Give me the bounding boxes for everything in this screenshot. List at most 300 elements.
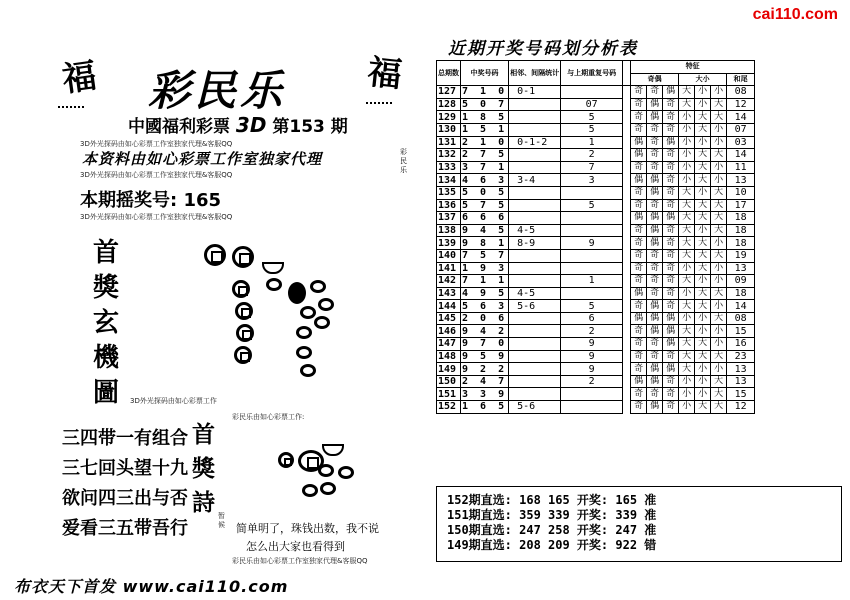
gap-cell <box>623 401 631 414</box>
winning-number-cell: 1 6 5 <box>462 401 508 413</box>
relation-cell <box>509 161 561 174</box>
issue-cell: 137 <box>437 212 461 225</box>
repeat-cell: 1 <box>561 275 623 288</box>
winning-number-cell: 1 5 1 <box>462 124 508 136</box>
issue-cell: 127 <box>437 86 461 99</box>
trait-cell: 小 <box>679 262 695 275</box>
relation-cell <box>509 388 561 401</box>
trait-cell: 小 <box>679 375 695 388</box>
gap-cell <box>623 86 631 99</box>
trait-cell: 大 <box>679 363 695 376</box>
sum-tail-cell: 16 <box>727 338 755 351</box>
relation-cell <box>509 262 561 275</box>
table-body <box>437 86 755 413</box>
winning-number-cell: 5 7 5 <box>462 199 508 211</box>
trait-cell: 偶 <box>663 325 679 338</box>
lantern-icon <box>366 88 392 104</box>
gap-cell <box>623 312 631 325</box>
trait-cell: 小 <box>695 98 711 111</box>
trait-cell: 大 <box>711 388 727 401</box>
trait-cell: 奇 <box>663 249 679 262</box>
issue-cell: 146 <box>437 325 461 338</box>
sum-tail-cell: 11 <box>727 161 755 174</box>
issue-cell: 129 <box>437 111 461 124</box>
trait-cell: 偶 <box>663 338 679 351</box>
repeat-cell <box>561 388 623 401</box>
sum-tail-cell: 15 <box>727 388 755 401</box>
footer-site[interactable]: 布衣天下首发 www.cai110.com <box>14 577 289 596</box>
trait-cell: 小 <box>695 388 711 401</box>
trait-cell: 奇 <box>647 275 663 288</box>
trait-cell: 大 <box>695 123 711 136</box>
repeat-cell <box>561 186 623 199</box>
lottery-name: 中國福利彩票 <box>128 117 230 137</box>
issue-cell: 131 <box>437 136 461 149</box>
trait-cell: 大 <box>679 199 695 212</box>
trait-cell: 大 <box>711 375 727 388</box>
trait-cell: 偶 <box>647 363 663 376</box>
poem-title-char: 獎 <box>192 455 215 482</box>
trait-cell: 小 <box>695 375 711 388</box>
issue-cell: 130 <box>437 123 461 136</box>
gap-cell <box>623 375 631 388</box>
sum-tail-cell: 19 <box>727 249 755 262</box>
table-row <box>437 249 755 262</box>
trait-cell: 小 <box>695 86 711 99</box>
sum-tail-cell: 15 <box>727 325 755 338</box>
winning-number-cell: 5 0 7 <box>462 99 508 111</box>
gap-cell <box>623 287 631 300</box>
table-row <box>437 86 755 99</box>
issue-cell: 152 <box>437 401 461 414</box>
sum-tail-cell: 13 <box>727 174 755 187</box>
puzzle-title <box>88 236 124 411</box>
fine-print: 彩民乐由如心彩票工作室独家代理&客服QQ <box>232 557 368 565</box>
gap-cell <box>623 161 631 174</box>
agent-line: 本资料由如心彩票工作室独家代理 <box>82 150 323 168</box>
trait-cell: 大 <box>695 401 711 414</box>
trait-cell: 偶 <box>631 287 647 300</box>
bead-icon <box>300 364 316 377</box>
repeat-cell: 6 <box>561 312 623 325</box>
trait-cell: 小 <box>711 123 727 136</box>
table-row <box>437 262 755 275</box>
winning-number-cell: 4 9 5 <box>462 287 508 299</box>
sum-tail-cell: 14 <box>727 300 755 313</box>
relation-cell <box>509 375 561 388</box>
table-row <box>437 338 755 351</box>
trait-cell: 小 <box>679 388 695 401</box>
relation-cell <box>509 149 561 162</box>
trait-cell: 奇 <box>631 224 647 237</box>
sum-tail-cell: 14 <box>727 149 755 162</box>
hint-line: 怎么出大家也看得到 <box>246 540 345 553</box>
winning-number-cell: 2 0 6 <box>462 313 508 325</box>
repeat-cell: 9 <box>561 350 623 363</box>
trait-cell: 奇 <box>631 401 647 414</box>
trait-cell: 大 <box>695 350 711 363</box>
table-row <box>437 363 755 376</box>
winning-number-cell: 1 9 3 <box>462 262 508 274</box>
trait-cell: 奇 <box>647 262 663 275</box>
sum-tail-cell: 18 <box>727 212 755 225</box>
trait-cell: 大 <box>679 224 695 237</box>
trait-cell: 奇 <box>631 86 647 99</box>
trait-cell: 奇 <box>631 350 647 363</box>
puzzle-title-char: 圖 <box>92 378 119 408</box>
trait-cell: 小 <box>695 136 711 149</box>
header-winning: 中奖号码 <box>461 61 509 86</box>
ingot-icon <box>322 444 344 456</box>
trait-cell: 偶 <box>647 401 663 414</box>
fine-print: 3D外光探码由如心彩票工作室独家代理&客服QQ <box>80 213 233 221</box>
trait-cell: 大 <box>695 161 711 174</box>
trait-cell: 大 <box>679 350 695 363</box>
trait-cell: 偶 <box>647 300 663 313</box>
lantern-icon <box>58 92 84 108</box>
issue-cell: 135 <box>437 186 461 199</box>
trait-cell: 奇 <box>647 199 663 212</box>
gap-cell <box>623 186 631 199</box>
issue-cell: 138 <box>437 224 461 237</box>
bead-icon <box>266 278 282 291</box>
winning-number-cell: 5 0 5 <box>462 187 508 199</box>
header-repeat: 与上期重复号码 <box>561 61 623 86</box>
fine-print: 3D外光探码由如心彩票工作 <box>130 397 217 405</box>
trait-cell: 小 <box>679 123 695 136</box>
trait-cell: 小 <box>711 174 727 187</box>
sum-tail-cell: 10 <box>727 186 755 199</box>
repeat-cell: 2 <box>561 375 623 388</box>
trait-cell: 大 <box>711 111 727 124</box>
issue-cell: 151 <box>437 388 461 401</box>
trait-cell: 大 <box>679 212 695 225</box>
trait-cell: 奇 <box>631 325 647 338</box>
trait-cell: 奇 <box>631 111 647 124</box>
trait-cell: 偶 <box>647 212 663 225</box>
table-row <box>437 375 755 388</box>
table-row <box>437 325 755 338</box>
table-row <box>437 300 755 313</box>
coin-icon <box>234 346 252 364</box>
sum-tail-cell: 13 <box>727 375 755 388</box>
coin-icon <box>232 280 250 298</box>
bead-icon <box>320 482 336 495</box>
table-row <box>437 287 755 300</box>
trait-cell: 大 <box>695 174 711 187</box>
header-odd-even: 奇偶 <box>631 73 679 86</box>
trait-cell: 偶 <box>647 111 663 124</box>
gap-cell <box>623 111 631 124</box>
trait-cell: 小 <box>711 325 727 338</box>
bead-icon <box>300 306 316 319</box>
sum-tail-cell: 08 <box>727 86 755 99</box>
site-link[interactable]: cai110.com <box>752 6 838 23</box>
trait-cell: 奇 <box>631 161 647 174</box>
trait-cell: 小 <box>679 287 695 300</box>
poem-text <box>62 424 188 544</box>
trait-cell: 大 <box>679 300 695 313</box>
fine-print: 3D外光探码由如心彩票工作室独家代理&客服QQ <box>80 171 233 179</box>
puzzle-title-char: 首 <box>92 238 119 268</box>
trait-cell: 大 <box>711 186 727 199</box>
poem-line: 三七回头望十九 <box>62 458 188 479</box>
trait-cell: 大 <box>679 338 695 351</box>
coin-icon <box>235 302 253 320</box>
trait-cell: 奇 <box>647 149 663 162</box>
table-row <box>437 388 755 401</box>
trait-cell: 偶 <box>647 186 663 199</box>
trait-cell: 奇 <box>647 338 663 351</box>
trait-cell: 偶 <box>647 174 663 187</box>
side-tag: 彩民乐 <box>400 148 407 174</box>
sum-tail-cell: 12 <box>727 401 755 414</box>
table-row <box>437 123 755 136</box>
repeat-cell <box>561 212 623 225</box>
hint-line: 简单明了，珠钱出数，我不说 <box>236 522 379 535</box>
winning-number-cell: 2 4 7 <box>462 376 508 388</box>
trait-cell: 小 <box>679 111 695 124</box>
relation-cell <box>509 338 561 351</box>
header-features: 特征 <box>631 61 755 74</box>
trait-cell: 奇 <box>631 199 647 212</box>
poem-line: 爱看三五带吾行 <box>62 518 188 539</box>
issue-cell: 128 <box>437 98 461 111</box>
issue-cell: 147 <box>437 338 461 351</box>
gap-cell <box>623 363 631 376</box>
trait-cell: 奇 <box>647 161 663 174</box>
bead-icon <box>296 326 312 339</box>
trait-cell: 大 <box>679 186 695 199</box>
trait-cell: 大 <box>711 149 727 162</box>
trait-cell: 小 <box>711 136 727 149</box>
table-row <box>437 149 755 162</box>
table-row <box>437 161 755 174</box>
gap-cell <box>623 136 631 149</box>
trait-cell: 偶 <box>631 375 647 388</box>
coin-icon <box>204 244 226 266</box>
bead-icon <box>318 464 334 477</box>
trait-cell: 奇 <box>647 388 663 401</box>
sum-tail-cell: 08 <box>727 312 755 325</box>
trait-cell: 奇 <box>663 186 679 199</box>
puzzle-title-char: 獎 <box>92 273 119 303</box>
bead-icon <box>288 282 306 304</box>
winning-number-cell: 9 4 5 <box>462 225 508 237</box>
winning-number-cell: 7 5 7 <box>462 250 508 262</box>
winning-number-cell: 9 2 2 <box>462 363 508 375</box>
result-line: 152期直选: 168 165 开奖: 165 准 <box>447 493 657 507</box>
repeat-cell: 07 <box>561 98 623 111</box>
repeat-cell: 5 <box>561 199 623 212</box>
trait-cell: 大 <box>711 212 727 225</box>
trait-cell: 奇 <box>663 199 679 212</box>
gap-cell <box>623 237 631 250</box>
trait-cell: 大 <box>711 98 727 111</box>
trait-cell: 小 <box>695 312 711 325</box>
trait-cell: 奇 <box>663 161 679 174</box>
repeat-cell: 2 <box>561 149 623 162</box>
trait-cell: 奇 <box>647 287 663 300</box>
trait-cell: 小 <box>695 325 711 338</box>
poem-title-char: 詩 <box>192 489 215 516</box>
trait-cell: 奇 <box>663 287 679 300</box>
issue-cell: 149 <box>437 363 461 376</box>
trait-cell: 偶 <box>663 86 679 99</box>
trait-cell: 大 <box>695 249 711 262</box>
table-row <box>437 224 755 237</box>
header-gap <box>623 61 631 86</box>
sum-tail-cell: 12 <box>727 98 755 111</box>
table-row <box>437 312 755 325</box>
trait-cell: 小 <box>711 300 727 313</box>
bead-icon <box>314 316 330 329</box>
repeat-cell <box>561 262 623 275</box>
winning-number-cell: 5 6 3 <box>462 300 508 312</box>
trait-cell: 小 <box>711 262 727 275</box>
winning-number-cell: 9 7 0 <box>462 338 508 350</box>
bead-icon <box>302 484 318 497</box>
trait-cell: 大 <box>695 262 711 275</box>
trait-cell: 大 <box>695 237 711 250</box>
trait-cell: 大 <box>695 212 711 225</box>
trait-cell: 小 <box>695 363 711 376</box>
issue-cell: 144 <box>437 300 461 313</box>
trait-cell: 偶 <box>631 136 647 149</box>
table-row <box>437 401 755 414</box>
result-line: 149期直选: 208 209 开奖: 922 错 <box>447 538 657 552</box>
trait-cell: 小 <box>679 149 695 162</box>
gap-cell <box>623 275 631 288</box>
relation-cell <box>509 98 561 111</box>
puzzle-title-char: 玄 <box>92 308 119 338</box>
issue-cell: 136 <box>437 199 461 212</box>
sum-tail-cell: 07 <box>727 123 755 136</box>
relation-cell: 0-1 <box>509 86 561 99</box>
trait-cell: 偶 <box>631 174 647 187</box>
winning-number-cell: 9 5 9 <box>462 350 508 362</box>
relation-cell: 5-6 <box>509 300 561 313</box>
issue-cell: 134 <box>437 174 461 187</box>
sum-tail-cell: 23 <box>727 350 755 363</box>
bead-icon <box>318 298 334 311</box>
winning-number-cell: 2 1 0 <box>462 136 508 148</box>
fine-print: 3D外光探码由如心彩票工作室独家代理&客服QQ <box>80 140 233 148</box>
trait-cell: 大 <box>679 249 695 262</box>
table-row <box>437 98 755 111</box>
relation-cell: 3-4 <box>509 174 561 187</box>
puzzle-title-char: 機 <box>92 343 119 373</box>
relation-cell: 0-1-2 <box>509 136 561 149</box>
trait-cell: 偶 <box>663 212 679 225</box>
gap-cell <box>623 98 631 111</box>
bead-icon <box>310 280 326 293</box>
trait-cell: 大 <box>711 287 727 300</box>
sum-tail-cell: 18 <box>727 287 755 300</box>
issue-cell: 150 <box>437 375 461 388</box>
poem-title <box>192 418 218 520</box>
trait-cell: 奇 <box>663 262 679 275</box>
trait-cell: 奇 <box>663 300 679 313</box>
trait-cell: 大 <box>711 350 727 363</box>
table-row <box>437 275 755 288</box>
trait-cell: 小 <box>711 363 727 376</box>
trait-cell: 偶 <box>631 149 647 162</box>
table-row <box>437 199 755 212</box>
winning-number-cell: 2 7 5 <box>462 149 508 161</box>
gap-cell <box>623 249 631 262</box>
trait-cell: 奇 <box>631 98 647 111</box>
relation-cell <box>509 312 561 325</box>
table-row <box>437 111 755 124</box>
bead-icon <box>338 466 354 479</box>
gap-cell <box>623 149 631 162</box>
header-issue: 总期数 <box>437 61 461 86</box>
trait-cell: 奇 <box>647 136 663 149</box>
trait-cell: 奇 <box>647 123 663 136</box>
repeat-cell: 9 <box>561 363 623 376</box>
trait-cell: 小 <box>711 338 727 351</box>
repeat-cell: 3 <box>561 174 623 187</box>
trait-cell: 小 <box>679 312 695 325</box>
trait-cell: 大 <box>711 312 727 325</box>
coin-icon <box>278 452 294 468</box>
repeat-cell: 2 <box>561 325 623 338</box>
gap-cell <box>623 174 631 187</box>
trait-cell: 奇 <box>631 249 647 262</box>
result-line: 151期直选: 359 339 开奖: 339 准 <box>447 508 657 522</box>
issue-cell: 139 <box>437 237 461 250</box>
table-row <box>437 174 755 187</box>
winning-number-cell: 7 1 1 <box>462 275 508 287</box>
sum-tail-cell: 03 <box>727 136 755 149</box>
trait-cell: 偶 <box>663 136 679 149</box>
repeat-cell: 5 <box>561 300 623 313</box>
repeat-cell: 9 <box>561 338 623 351</box>
relation-cell: 8-9 <box>509 237 561 250</box>
poem-hint <box>236 520 379 556</box>
coin-icon <box>232 246 254 268</box>
trait-cell: 大 <box>695 149 711 162</box>
sum-tail-cell: 17 <box>727 199 755 212</box>
trait-cell: 奇 <box>631 363 647 376</box>
trait-cell: 奇 <box>631 300 647 313</box>
analysis-table <box>436 60 755 414</box>
winning-number-cell: 9 4 2 <box>462 325 508 337</box>
trait-cell: 大 <box>695 287 711 300</box>
trait-cell: 偶 <box>663 312 679 325</box>
trait-cell: 偶 <box>663 363 679 376</box>
trait-cell: 奇 <box>663 388 679 401</box>
header-big-small: 大小 <box>679 73 727 86</box>
lottery-title <box>128 112 348 137</box>
gap-cell <box>623 325 631 338</box>
header-sum-tail: 和尾 <box>727 73 755 86</box>
trait-cell: 大 <box>679 86 695 99</box>
trait-cell: 偶 <box>647 237 663 250</box>
trait-cell: 奇 <box>663 401 679 414</box>
trait-cell: 小 <box>695 275 711 288</box>
trait-cell: 偶 <box>631 312 647 325</box>
relation-cell <box>509 249 561 262</box>
trait-cell: 奇 <box>631 262 647 275</box>
table-row <box>437 237 755 250</box>
lottery-type: 3D <box>235 113 267 137</box>
gap-cell <box>623 262 631 275</box>
trait-cell: 小 <box>695 186 711 199</box>
trait-cell: 奇 <box>647 350 663 363</box>
gap-cell <box>623 123 631 136</box>
